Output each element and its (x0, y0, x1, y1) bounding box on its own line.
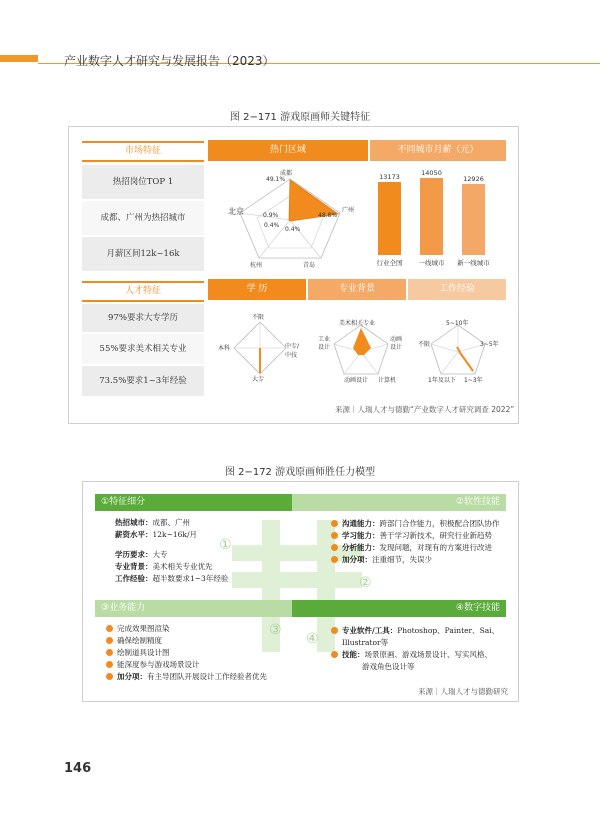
talent-row-3: 73.5%要求1~3年经验 (82, 366, 204, 396)
edu-label-top: 不限 (252, 314, 265, 321)
exp-label-top: 5~10年 (446, 320, 469, 327)
bullet-icon (106, 661, 113, 668)
figure1-source: 来源｜人瑞人才与德勤“产业数字人才研究调查 2022” (335, 405, 515, 414)
q3-line-1: 完成效果图渲染 (106, 623, 170, 635)
q3-line-3: 绘制道具设计图 (106, 647, 170, 659)
figure-caption: 图 2−171 游戏原画师关键特征 (229, 112, 371, 123)
page-header-title: 产业数字人才研究与发展报告（2023） (64, 54, 275, 68)
edu-label-left: 本科 (218, 345, 231, 352)
q2-line-3: 分析能力：发现问题，对现有的方案进行改进 (331, 542, 492, 554)
q4-title: ④数字技能 (292, 600, 506, 617)
q2-line-4: 加分项：注重细节，失误少 (331, 554, 432, 566)
salary-bar-2 (462, 184, 485, 255)
radar-value-guangzhou: 48.8% (318, 212, 338, 219)
experience-header: 工作经验 (408, 279, 506, 300)
bullet-icon (106, 637, 113, 644)
q2-title: ②软性技能 (292, 494, 506, 511)
q2-line-1: 沟通能力：跨部门合作能力，积极配合团队协作 (331, 518, 500, 530)
q1-line-4: 专业背景：美术相关专业优先 (115, 562, 213, 571)
q4-line-2: Illustrator等 (342, 638, 389, 647)
hash-stroke-h2 (232, 572, 362, 588)
salary-value-1: 14050 (421, 168, 442, 177)
market-row-3: 月薪区间12k~16k (82, 237, 204, 271)
radar-label-beijing: 北京 (228, 207, 244, 216)
bullet-icon (106, 673, 113, 680)
q3-line-2: 确保绘制精度 (106, 635, 162, 647)
education-radar-chart (230, 318, 290, 378)
q4-line-1: 专业软件/工具：Photoshop、Painter、Sai、 (331, 625, 499, 637)
salary-label-0: 行业全国 (376, 259, 403, 267)
salary-bar-chart (370, 163, 506, 271)
major-label-bottom-right: 计算机 (378, 377, 397, 384)
salary-label-2: 新一线城市 (457, 259, 490, 267)
salary-value-0: 13173 (379, 173, 400, 182)
market-row-2: 成都、广州为热招城市 (82, 201, 204, 235)
bullet-icon (331, 627, 338, 634)
salary-bar-1 (420, 178, 443, 255)
bullet-icon (331, 544, 338, 551)
q1-line-2: 薪资水平：12k~16k/月 (115, 530, 197, 539)
q2-line-2: 学习能力：善于学习新技术，研究行业新趋势 (331, 530, 492, 542)
number-3: ③ (269, 622, 282, 638)
major-label-top: 美术相关专业 (339, 320, 376, 327)
exp-label-left: 不限 (418, 341, 431, 348)
market-features-header: 市场特征 (82, 141, 204, 162)
salary-value-2: 12926 (463, 174, 484, 183)
city-radar-chart (220, 163, 360, 271)
q1-line-1: 热招城市：成都、广州 (115, 518, 190, 527)
exp-label-bottom-left: 1年及以下 (428, 377, 456, 384)
market-row-1: 热招岗位TOP 1 (82, 165, 204, 199)
bullet-icon (331, 651, 338, 658)
city-salary-header: 不同城市月薪（元） (370, 140, 506, 161)
q4-line-3: 技能：场景原画、游戏场景设计、写实风格、 (331, 649, 492, 661)
experience-radar-chart (428, 322, 488, 378)
radar-label-guangzhou: 广州 (342, 207, 355, 214)
q3-line-5: 加分项：有主导团队开展设计工作经验者优先 (106, 671, 267, 683)
major-radar-chart (331, 322, 391, 378)
number-4: ④ (306, 631, 319, 647)
radar-label-hangzhou: 杭州 (250, 262, 263, 269)
radar-value-a: 0.9% (263, 212, 279, 219)
exp-label-right: 3~5年 (480, 341, 499, 348)
salary-bar-0 (378, 182, 401, 255)
radar-label-qingdao: 青岛 (303, 262, 316, 269)
edu-label-right: 中专/中技 (285, 343, 300, 359)
talent-row-2: 55%要求美术相关专业 (82, 334, 204, 364)
radar-value-c: 0.4% (285, 226, 301, 233)
talent-row-1: 97%要求大专学历 (82, 304, 204, 332)
major-label-left: 工业设计 (318, 336, 331, 351)
education-header: 学 历 (208, 279, 306, 300)
figure2-caption: 图 2−172 游戏原画师胜任力模型 (224, 467, 376, 478)
q3-title: ③业务能力 (95, 600, 292, 617)
page-number: 146 (64, 761, 92, 776)
major-label-right: 动画设计 (390, 336, 403, 351)
q1-line-3: 学历要求：大专 (115, 550, 168, 559)
radar-label-chengdu: 成都 (280, 170, 293, 177)
bullet-icon (106, 625, 113, 632)
header-accent-bar (0, 55, 38, 62)
q1-line-5: 工作经验：超半数要求1~3年经验 (115, 574, 229, 583)
q1-title: ①特征细分 (95, 494, 292, 511)
talent-features-header: 人才特征 (82, 281, 204, 302)
exp-label-bottom-right: 1~3年 (464, 377, 483, 384)
edu-label-bottom: 大专 (252, 376, 265, 383)
radar-value-b: 0.4% (264, 222, 280, 229)
number-2: ② (359, 575, 372, 591)
bullet-icon (106, 649, 113, 656)
figure2-source: 来源｜人瑞人才与德勤研究 (418, 687, 508, 696)
salary-label-1: 一线城市 (418, 259, 445, 267)
number-1: ① (219, 537, 232, 553)
major-label-bottom-left: 动画设计 (344, 377, 369, 384)
radar-value-chengdu: 49.1% (266, 176, 286, 183)
hot-region-header: 热门区域 (208, 140, 368, 161)
bullet-icon (331, 520, 338, 527)
bullet-icon (331, 532, 338, 539)
q3-line-4: 能深度参与游戏场景设计 (106, 659, 200, 671)
bullet-icon (331, 556, 338, 563)
major-header: 专业背景 (308, 279, 406, 300)
q4-line-4: 游戏角色设计等 (362, 662, 415, 671)
